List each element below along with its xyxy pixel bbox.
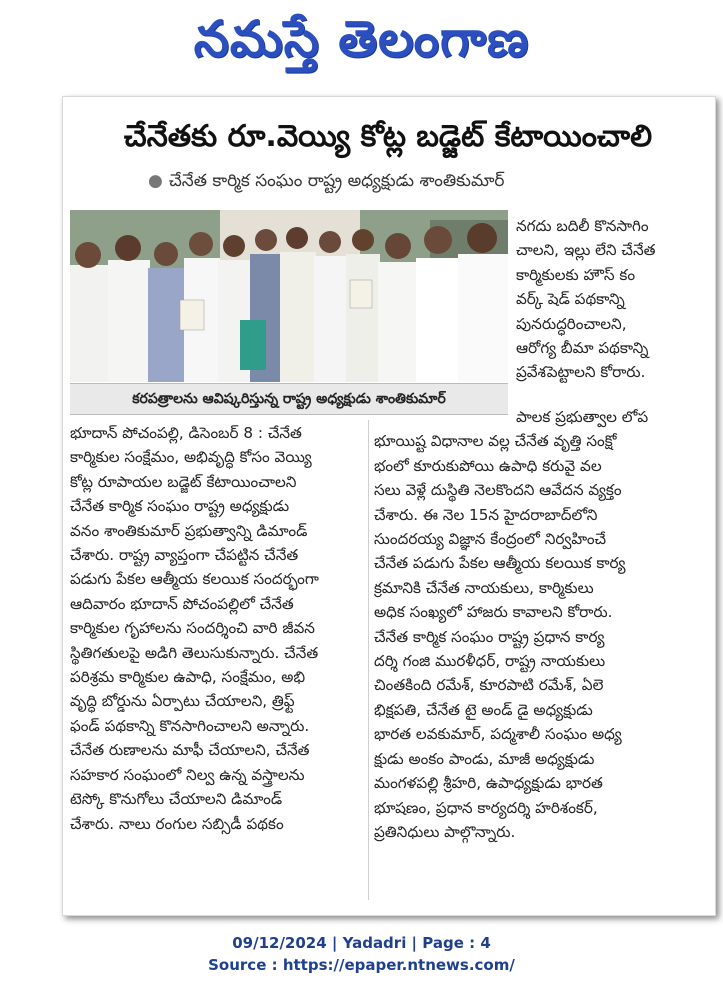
article-column-right-top [516, 214, 712, 385]
text-line: భిక్షపతి, చేనేత టై అండ్ డై అధ్యక్షుడు [374, 700, 593, 719]
text-line: వర్క్ షెడ్ పథకాన్ని [516, 290, 625, 309]
text-line: చేశారు. ఈ నెల 15న హైదరాబాద్‌లోని [374, 505, 598, 524]
text-line: దర్శి గంజి మురళీధర్, రాష్ట్ర నాయకులు [374, 652, 606, 671]
text-line: సలు వెళ్లే దుస్థితి నెలకొందని ఆవేదన వ్యక్తం [374, 481, 622, 500]
masthead-title: నమస్తే తెలంగాణ [193, 10, 530, 68]
subhead-text: చేనేత కార్మిక సంఘం రాష్ట్ర అధ్యక్షుడు శాంతికుమార్ [168, 171, 505, 191]
text-line: భూదాన్ పోచంపల్లి, డిసెంబర్ 8 : చేనేత [70, 424, 302, 442]
group-photo-image [70, 210, 508, 382]
text-line: స్థితిగతులపై అడిగి తెలుసుకున్నారు. చేనేత [70, 643, 319, 662]
text-line: కార్మికుల సంక్షేమం, అభివృద్ధి కోసం వెయ్యి [70, 448, 312, 467]
text-line: కార్మికులకు హౌస్ కం [516, 265, 636, 284]
text-line: క్షుడు అంకం పాండు, మాజీ అధ్యక్షుడు [374, 749, 595, 768]
text-line: మంగళపల్లి శ్రీహరి, ఉపాధ్యక్షుడు భారత [374, 774, 603, 793]
text-line: సుందరయ్య విజ్ఞాన కేంద్రంలో నిర్వహించే [374, 530, 607, 549]
bullet-icon: ● [148, 171, 163, 191]
news-photo [70, 210, 508, 382]
text-line: భూషణం, ప్రధాన కార్యదర్శి హరిశంకర్, [374, 798, 598, 817]
photo-caption: కరపత్రాలను ఆవిష్కరిస్తున్న రాష్ట్ర అధ్యక్షుడు శాంతికుమార్ [70, 383, 508, 415]
column-divider [368, 420, 369, 900]
article-column-right [374, 405, 708, 844]
text-line: క్రమానికి చేనేత నాయకులు, కార్మికులు [374, 578, 594, 597]
text-line: పాలక ప్రభుత్వాల లోప [516, 408, 649, 426]
text-line: భంలో కూరుకుపోయి ఉపాధి కరువై వల [374, 456, 602, 475]
text-line: ఆరోగ్య బీమా పథకాన్ని [516, 339, 649, 358]
text-line: కోట్ల రూపాయల బడ్జెట్ కేటాయించాలని [70, 472, 297, 491]
article-column-left [70, 421, 366, 836]
text-line: భారత లవకుమార్, పద్మశాలీ సంఘం అధ్య [374, 725, 622, 744]
text-line: పడుగు పేకల ఆత్మీయ కలయిక సందర్భంగా [70, 570, 319, 589]
article-subhead [148, 168, 668, 194]
text-line: ఫండ్ పథకాన్ని కొనసాగించాలని అన్నారు. [70, 716, 310, 735]
text-line: చేనేత కార్మిక సంఘం రాష్ట్ర అధ్యక్షుడు [70, 497, 290, 516]
text-line: ఆదివారం భూదాన్ పోచంపల్లిలో చేనేత [70, 594, 294, 613]
text-line: చాలని, ఇల్లు లేని చేనేత [516, 241, 656, 260]
text-line: చేనేత రుణాలను మాఫీ చేయాలని, చేనేత [70, 741, 310, 760]
text-line: పరిశ్రమ కార్మికుల ఉపాధి, సంక్షేమం, అభి [70, 668, 306, 687]
text-line: వనం శాంతికుమార్ ప్రభుత్వాన్ని డిమాండ్ [70, 521, 308, 540]
text-line: అధిక సంఖ్యలో హాజరు కావాలని కోరారు. [374, 603, 613, 622]
text-line: చేశారు. నాలు రంగుల సబ్సిడీ పథకం [70, 814, 284, 833]
text-line: వృద్ధి బోర్డును ఏర్పాటు చేయాలని, త్రిఫ్ట్ [70, 692, 295, 711]
masthead-logo [0, 0, 723, 78]
text-line: పునరుద్ధరించాలని, [516, 314, 627, 333]
text-line: భూయిష్ట విధానాల వల్ల చేనేత వృత్తి సంక్షో [374, 432, 617, 451]
text-line: చేనేత కార్మిక సంఘం రాష్ట్ర ప్రధాన కార్య [374, 627, 605, 646]
footer-source-link[interactable]: Source : https://epaper.ntnews.com/ [208, 956, 515, 974]
text-line: చేశారు. రాష్ట్ర వ్యాప్తంగా చేపట్టిన చేనేత [70, 546, 299, 565]
text-line: టెస్కో కొనుగోలు చేయాలని డిమాండ్ [70, 790, 283, 809]
article-headline: చేనేతకు రూ.వెయ్యి కోట్ల బడ్జెట్ కేటాయించాలి [123, 119, 653, 154]
text-line: చింతకింది రమేశ్, కూరపాటి రమేశ్, ఏలె [374, 676, 604, 695]
footer-date-edition: 09/12/2024 | Yadadri | Page : 4 [232, 934, 491, 952]
text-line: చేనేత పడుగు పేకల ఆత్మీయ కలయిక కార్య [374, 554, 626, 573]
text-line: నగదు బదిలీ కొనసాగిం [516, 217, 649, 235]
text-line: ప్రతినిధులు పాల్గొన్నారు. [374, 822, 516, 841]
text-line: ప్రవేశపెట్టాలని కోరారు. [516, 363, 646, 382]
text-line: కార్మికుల గృహాలను సందర్శించి వారి జీవన [70, 619, 315, 638]
text-line: సహకార సంఘంలో నిల్వ ఉన్న వస్త్రాలను [70, 765, 305, 784]
